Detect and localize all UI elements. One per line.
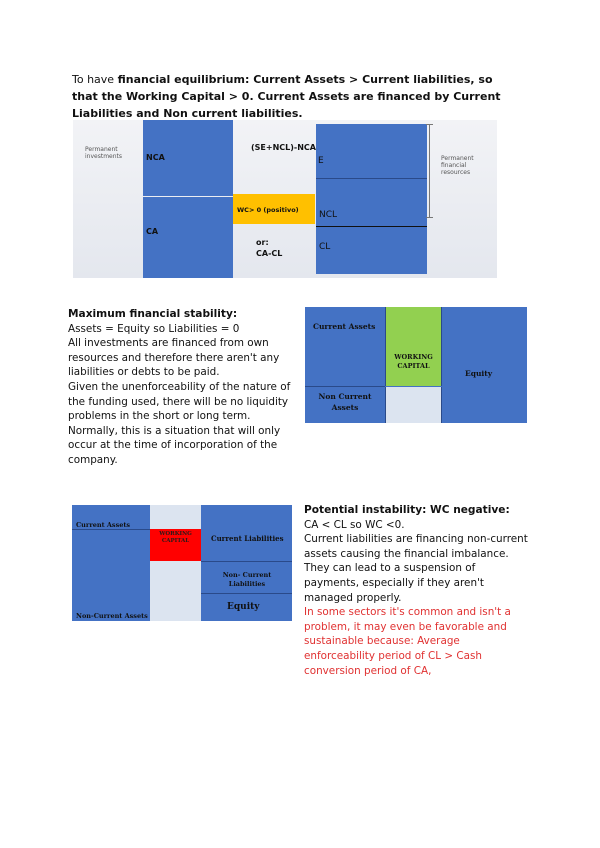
or-label: or:	[256, 238, 269, 247]
working-capital-label: WORKING CAPITAL	[159, 531, 192, 544]
paragraph: All investments are financed from own resources and therefore there aren't any liabilities or debts to be paid.	[68, 337, 280, 379]
financing-column	[316, 124, 427, 274]
non-current-assets-label: Non-Current Assets	[76, 612, 148, 620]
red-note: In some sectors it's common and isn't a problem, it may even be favorable and sustainable because: Average enforceability period of CL > Cash conversion period of CA,	[304, 606, 511, 677]
working-capital-label: WORKING CAPITAL	[394, 353, 433, 370]
equity-label: Equity	[227, 602, 260, 612]
ca-label: CA	[146, 227, 159, 236]
ncl-divider	[201, 593, 292, 594]
current-assets-label: Current Assets	[76, 521, 131, 529]
cl-divider	[201, 561, 292, 562]
bracket-tick	[426, 217, 433, 218]
assets-divider	[72, 529, 150, 530]
max-stability-diagram	[305, 307, 527, 423]
nca-box	[143, 120, 233, 196]
ca-cl-label: CA-CL	[256, 249, 283, 258]
potential-instability-section	[304, 503, 532, 678]
paragraph: Normally, this is a situation that will only occur at the time of incorporation of the company.	[68, 424, 281, 466]
ca-box	[143, 197, 233, 278]
max-stability-section	[68, 307, 294, 468]
permanent-investments-label: Permanent investments	[85, 146, 123, 160]
e-ncl-divider	[316, 178, 427, 179]
working-capital-box	[385, 307, 442, 386]
middle-column	[150, 505, 201, 621]
intro-paragraph	[72, 71, 522, 122]
paragraph: Given the unenforceability of the nature of the funding used, there will be no liquidity problems in the short or long term.	[68, 380, 291, 423]
working-capital-box	[150, 529, 201, 561]
section-heading: Maximum financial stability:	[68, 308, 238, 320]
permanent-resources-label: Permanent financial resources	[441, 155, 474, 176]
current-assets-label: Current Assets	[313, 322, 376, 331]
intro-prefix: To have	[72, 73, 118, 86]
current-liabilities-label: Current Liabilities	[211, 534, 284, 543]
paragraph: Assets = Equity so Liabilities = 0	[68, 322, 240, 335]
empty-cell	[385, 387, 442, 423]
cl-label: CL	[319, 242, 331, 252]
ncl-label: NCL	[319, 210, 338, 220]
negative-wc-diagram	[72, 505, 292, 621]
paragraph: CA < CL so WC <0.	[304, 518, 405, 531]
se-ncl-nca-label: (SE+NCL)-NCA	[251, 143, 316, 152]
wc-positive-box	[233, 194, 315, 224]
nca-label: NCA	[146, 153, 165, 162]
bracket-tick	[426, 124, 433, 125]
bracket-line-right	[429, 124, 430, 218]
assets-divider	[305, 386, 385, 387]
non-current-assets-label: Non Current Assets	[318, 392, 372, 412]
equilibrium-diagram	[73, 120, 497, 278]
equity-label: Equity	[465, 369, 493, 378]
section-heading: Potential instability: WC negative:	[304, 504, 510, 516]
ncl-cl-divider	[316, 226, 427, 227]
intro-bold: financial equilibrium: Current Assets > Current liabilities, so that the Working Capital > 0. Current Assets are financed by Current Liabilities and Non current liabilities.	[72, 73, 501, 120]
wc-positive-label: WC> 0 (positivo)	[237, 206, 299, 214]
paragraph: Current liabilities are financing non-current assets causing the financial imbalance. They can lead to a suspension of payments, especially if they aren't managed properly.	[304, 533, 528, 604]
e-label: E	[318, 156, 324, 166]
non-current-liabilities-label: Non- Current Liabilities	[222, 571, 272, 588]
